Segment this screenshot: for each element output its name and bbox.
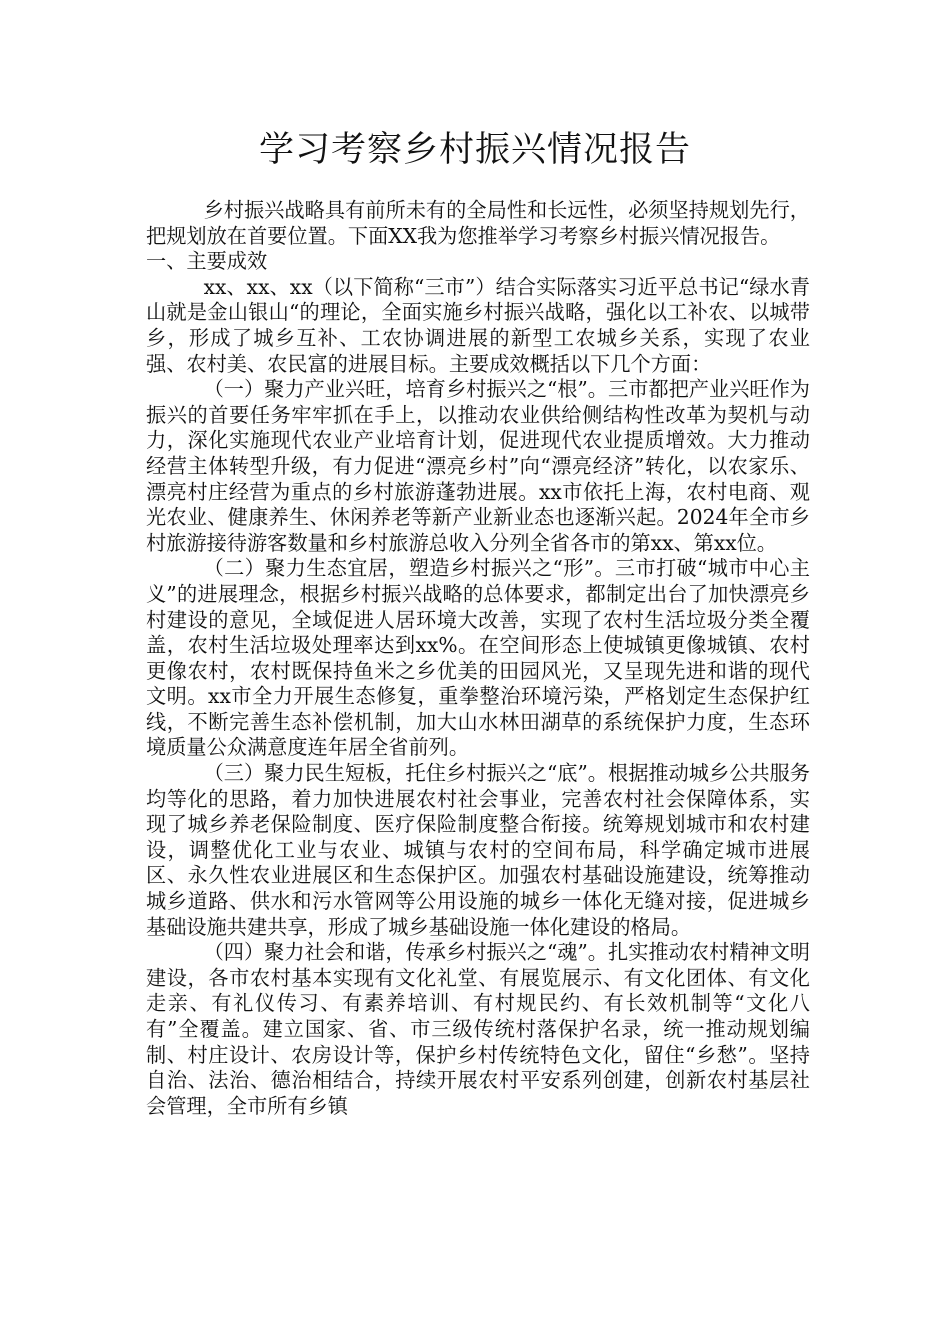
document-body (146, 198, 810, 1119)
document-title: 学习考察乡村振兴情况报告 (258, 130, 691, 170)
section-intro-paragraph: xx、xx、xx（以下简称“三市”）结合实际落实习近平总书记“绿水青山就是金山银山“的理论，全面实施乡村振兴战略，强化以工补农、以城带乡，形成了城乡互补、工农协调进展的新型工农城乡关系，实现了农业强、农村美、农民富的进展目标。主要成效概括以下几个方面： (146, 274, 810, 376)
point-1-paragraph: （一）聚力产业兴旺，培育乡村振兴之“根”。三市都把产业兴旺作为振兴的首要任务牢牢抓在手上，以推动农业供给侧结构性改革为契机与动力，深化实施现代农业产业培育计划，促进现代农业提质增效。大力推动经营主体转型升级，有力促进“漂亮乡村”向“漂亮经济”转化，以农家乐、漂亮村庄经营为重点的乡村旅游蓬勃进展。xx市依托上海，农村电商、观光农业、健康养生、休闲养老等新产业新业态也逐渐兴起。2024年全市乡村旅游接待游客数量和乡村旅游总收入分列全省各市的第xx、第xx位。 (146, 377, 810, 555)
point-4-paragraph: （四）聚力社会和谐，传承乡村振兴之“魂”。扎实推动农村精神文明建设，各市农村基本实现有文化礼堂、有展览展示、有文化团体、有文化走亲、有礼仪传习、有素养培训、有村规民约、有长效机制等“文化八有”全覆盖。建立国家、省、市三级传统村落保护名录，统一推动规划编制、村庄设计、农房设计等，保护乡村传统特色文化，留住“乡愁”。坚持自治、法治、德治相结合，持续开展农村平安系列创建，创新农村基层社会管理，全市所有乡镇 (146, 940, 810, 1118)
section-heading: 一、主要成效 (146, 249, 268, 274)
point-2-paragraph: （二）聚力生态宜居，塑造乡村振兴之“形”。三市打破“城市中心主义”的进展理念，根据乡村振兴战略的总体要求，都制定出台了加快漂亮乡村建设的意见，全域促进人居环境大改善，实现了农村生活垃圾分类全覆盖，农村生活垃圾处理率达到xx%。在空间形态上使城镇更像城镇、农村更像农村，农村既保持鱼米之乡优美的田园风光，又呈现先进和谐的现代文明。xx市全力开展生态修复，重拳整治环境污染，严格划定生态保护红线，不断完善生态补偿机制，加大山水林田湖草的系统保护力度，生态环境质量公众满意度连年居全省前列。 (146, 556, 810, 760)
intro-paragraph: 乡村振兴战略具有前所未有的全局性和长远性，必须坚持规划先行，把规划放在首要位置。下面XX我为您推举学习考察乡村振兴情况报告。 (146, 198, 810, 248)
point-3-paragraph: （三）聚力民生短板，托住乡村振兴之“底”。根据推动城乡公共服务均等化的思路，着力加快进展农村社会事业，完善农村社会保障体系，实现了城乡养老保险制度、医疗保险制度整合衔接。统筹规划城市和农村建设，调整优化工业与农业、城镇与农村的空间布局，科学确定城市进展区、永久性农业进展区和生态保护区。加强农村基础设施建设，统筹推动城乡道路、供水和污水管网等公用设施的城乡一体化无缝对接，促进城乡基础设施共建共享，形成了城乡基础设施一体化建设的格局。 (146, 761, 810, 939)
